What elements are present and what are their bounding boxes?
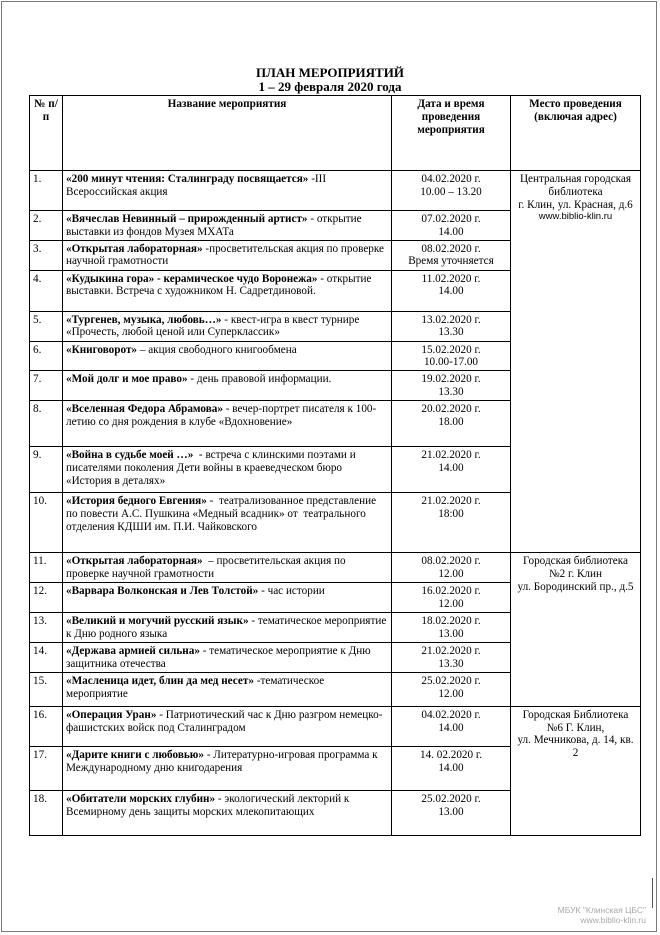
event-cell	[63, 642, 392, 672]
event-description: - Патриотический час к Дню разгром немецко-фашистских войск под Сталинградом	[66, 708, 383, 734]
event-date: 08.02.2020 г.	[421, 242, 481, 255]
event-description: -тематическое мероприятие	[66, 674, 328, 700]
row-number: 6.	[30, 341, 63, 371]
event-name: «Держава армией сильна»	[66, 644, 200, 657]
venue-line: Городская библиотека №2 г. Клин	[523, 555, 628, 580]
event-description: - открытие выставки. Встреча с художником Н. Садретдиновой.	[66, 272, 375, 298]
event-time: 10.00 – 13.20	[420, 185, 482, 198]
event-cell	[63, 211, 392, 241]
row-number: 16.	[30, 706, 63, 746]
event-name: «Кудыкина гора» - керамическое чудо Воронежа»	[66, 272, 318, 285]
event-datetime	[392, 371, 511, 401]
event-date: 14. 02.2020 г.	[419, 748, 483, 761]
event-datetime	[392, 612, 511, 642]
event-time: 14.00	[438, 721, 464, 734]
event-cell	[63, 790, 392, 835]
event-time: 13.30	[438, 385, 464, 398]
event-cell	[63, 371, 392, 401]
event-datetime	[392, 706, 511, 746]
event-date: 25.02.2020 г.	[421, 674, 481, 687]
event-name: «Великий и могучий русский язык»	[66, 614, 249, 627]
event-datetime	[392, 583, 511, 613]
event-datetime	[392, 447, 511, 493]
event-name: «Операция Уран»	[66, 708, 157, 721]
event-date: 11.02.2020 г.	[421, 272, 481, 285]
events-table	[29, 95, 641, 836]
event-datetime	[392, 553, 511, 583]
event-description: - Литературно-игровая программа к Международному дню книгодарения	[66, 748, 381, 774]
event-time: Время уточняется	[408, 255, 494, 268]
header-num: № п/п	[30, 96, 63, 171]
event-datetime	[392, 672, 511, 706]
event-description: – акция свободного книгообмена	[137, 343, 297, 356]
event-datetime	[392, 746, 511, 790]
event-name: «Книговорот»	[66, 343, 138, 356]
event-date: 21.02.2020 г.	[421, 644, 481, 657]
event-description: -просветительская акция по проверке научной грамотности	[66, 242, 387, 268]
row-number: 5.	[30, 311, 63, 341]
event-date: 21.02.2020 г.	[421, 449, 481, 462]
row-number: 18.	[30, 790, 63, 835]
venue-line: ул. Мечникова, д. 14, кв. 2	[517, 734, 634, 760]
event-description: - час истории	[258, 585, 325, 598]
event-date: 08.02.2020 г.	[421, 555, 481, 568]
row-number: 14.	[30, 642, 63, 672]
venue-line: г. Клин, ул. Красная, д.6	[518, 198, 633, 211]
event-datetime	[392, 642, 511, 672]
event-name: «Вячеслав Невинный – прирожденный артист»	[66, 213, 308, 225]
event-datetime	[392, 270, 511, 311]
table-row	[30, 706, 641, 746]
row-number: 10.	[30, 493, 63, 553]
event-time: 13.30	[438, 657, 464, 670]
event-name: «Тургенев, музыка, любовь…»	[66, 313, 222, 326]
event-cell	[63, 493, 392, 553]
event-date: 16.02.2020 г.	[421, 585, 481, 598]
event-description: - открытие выставки из фондов Музея МХАТа	[66, 213, 365, 238]
venue-cell	[511, 706, 641, 835]
event-date: 04.02.2020 г.	[421, 173, 481, 185]
row-number: 1.	[30, 171, 63, 211]
event-cell	[63, 746, 392, 790]
event-datetime	[392, 211, 511, 241]
table-row	[30, 553, 641, 583]
event-time: 12.00	[438, 567, 464, 580]
event-name: «Открытая лабораторная»	[66, 242, 203, 255]
event-time: 12.00	[438, 687, 464, 700]
event-name: «200 минут чтения: Сталинграду посвящается»	[66, 173, 309, 185]
event-description: - вечер-портрет писателя к 100-летию со дня рождения в клубе «Вдохновение»	[66, 403, 377, 428]
row-number: 2.	[30, 211, 63, 241]
event-datetime	[392, 171, 511, 211]
event-date: 18.02.2020 г.	[421, 614, 481, 627]
event-description: - театрализованное представление по повести А.С. Пушкина «Медный всадник» от театрального отделения КДШИ им. П.И. Чайковского	[66, 495, 379, 533]
event-time: 12.00	[438, 597, 464, 610]
event-date: 13.02.2020 г.	[421, 313, 481, 326]
event-cell	[63, 401, 392, 447]
event-datetime	[392, 341, 511, 371]
event-cell	[63, 447, 392, 493]
page-subtitle: 1 – 29 февраля 2020 года	[258, 79, 402, 94]
event-time: 10.00-17.00	[423, 356, 479, 369]
footer-site: www.biblio-klin.ru	[580, 915, 646, 925]
event-description: – просветительская акция по проверке научной грамотности	[66, 555, 349, 580]
venue-line: ул. Бородинский пр., д.5	[517, 580, 634, 593]
event-date: 20.02.2020 г.	[421, 403, 481, 416]
venue-cell	[511, 553, 641, 707]
event-date: 19.02.2020 г.	[421, 373, 481, 386]
row-number: 11.	[30, 553, 63, 583]
event-time: 14.00	[438, 285, 464, 298]
event-description: - встреча с клинскими поэтами и писателями поколения Дети войны в краеведческом бюро «История в деталях»	[66, 449, 359, 487]
row-number: 13.	[30, 612, 63, 642]
event-cell	[63, 240, 392, 270]
event-date: 25.02.2020 г.	[421, 792, 481, 805]
row-number: 8.	[30, 401, 63, 447]
page-title: ПЛАН МЕРОПРИЯТИЙ	[256, 65, 404, 80]
event-description: -III Всероссийская акция	[66, 173, 329, 198]
event-cell	[63, 706, 392, 746]
event-datetime	[392, 401, 511, 447]
event-time: 13.00	[438, 805, 464, 818]
row-number: 4.	[30, 270, 63, 311]
event-name: «Война в судьбе моей …»	[66, 449, 194, 462]
footer	[558, 905, 646, 925]
event-time: 18:00	[438, 507, 464, 520]
header-name: Название мероприятия	[63, 96, 392, 171]
event-time: 13.30	[438, 326, 464, 339]
event-name: «Обитатели морских глубин»	[66, 792, 216, 805]
event-time: 14.00	[438, 461, 464, 474]
event-cell	[63, 583, 392, 613]
event-description: - квест-игра в квест турнире «Прочесть, любой ценой или Суперклассик»	[66, 313, 363, 339]
page-corner-mark	[652, 878, 653, 908]
event-time: 18.00	[438, 415, 464, 428]
event-cell	[63, 171, 392, 211]
event-description: - экологический лекторий к Всемирному день защиты морских млекопитающих	[66, 792, 353, 818]
event-datetime	[392, 311, 511, 341]
event-time: 13.00	[438, 627, 464, 640]
event-cell	[63, 341, 392, 371]
event-datetime	[392, 240, 511, 270]
row-number: 15.	[30, 672, 63, 706]
event-datetime	[392, 790, 511, 835]
event-date: 15.02.2020 г.	[421, 343, 481, 356]
event-name: «Мой долг и мое право»	[66, 373, 188, 386]
table-row	[30, 171, 641, 211]
event-cell	[63, 311, 392, 341]
row-number: 12.	[30, 583, 63, 613]
event-date: 07.02.2020 г.	[421, 213, 481, 225]
footer-org: МБУК "Клинская ЦБС"	[557, 905, 646, 915]
header-place: Место проведения (включая адрес)	[511, 96, 641, 171]
event-datetime	[392, 493, 511, 553]
venue-website-link[interactable]: www.biblio-klin.ru	[538, 211, 613, 223]
event-cell	[63, 553, 392, 583]
event-name: «Открытая лабораторная»	[66, 555, 203, 568]
event-name: «Вселенная Федора Абрамова»	[66, 403, 223, 416]
venue-line: Городская Библиотека №6 Г. Клин,	[522, 708, 629, 734]
table-header-row	[30, 96, 641, 171]
venue-cell	[511, 171, 641, 553]
header-date: Дата и время проведения мероприятия	[392, 96, 511, 171]
event-date: 04.02.2020 г.	[421, 708, 481, 721]
row-number: 3.	[30, 240, 63, 270]
event-description: - тематическое мероприятие к Дню родного языка	[66, 614, 390, 640]
event-name: «Масленица идет, блин да мед несет»	[66, 674, 254, 687]
event-description: - день правовой информации.	[187, 373, 332, 386]
event-description: - тематическое мероприятие к Дню защитника отечества	[66, 644, 374, 670]
event-cell	[63, 270, 392, 311]
event-name: «История бедного Евгения»	[66, 495, 207, 508]
event-time: 14.00	[438, 761, 464, 774]
row-number: 9.	[30, 447, 63, 493]
row-number: 17.	[30, 746, 63, 790]
event-date: 21.02.2020 г.	[421, 495, 481, 508]
row-number: 7.	[30, 371, 63, 401]
event-cell	[63, 612, 392, 642]
event-time: 14.00	[438, 225, 464, 238]
event-cell	[63, 672, 392, 706]
event-name: «Варвара Волконская и Лев Толстой»	[66, 585, 259, 598]
event-name: «Дарите книги с любовью»	[66, 748, 204, 761]
venue-line: Центральная городская библиотека	[519, 173, 632, 198]
